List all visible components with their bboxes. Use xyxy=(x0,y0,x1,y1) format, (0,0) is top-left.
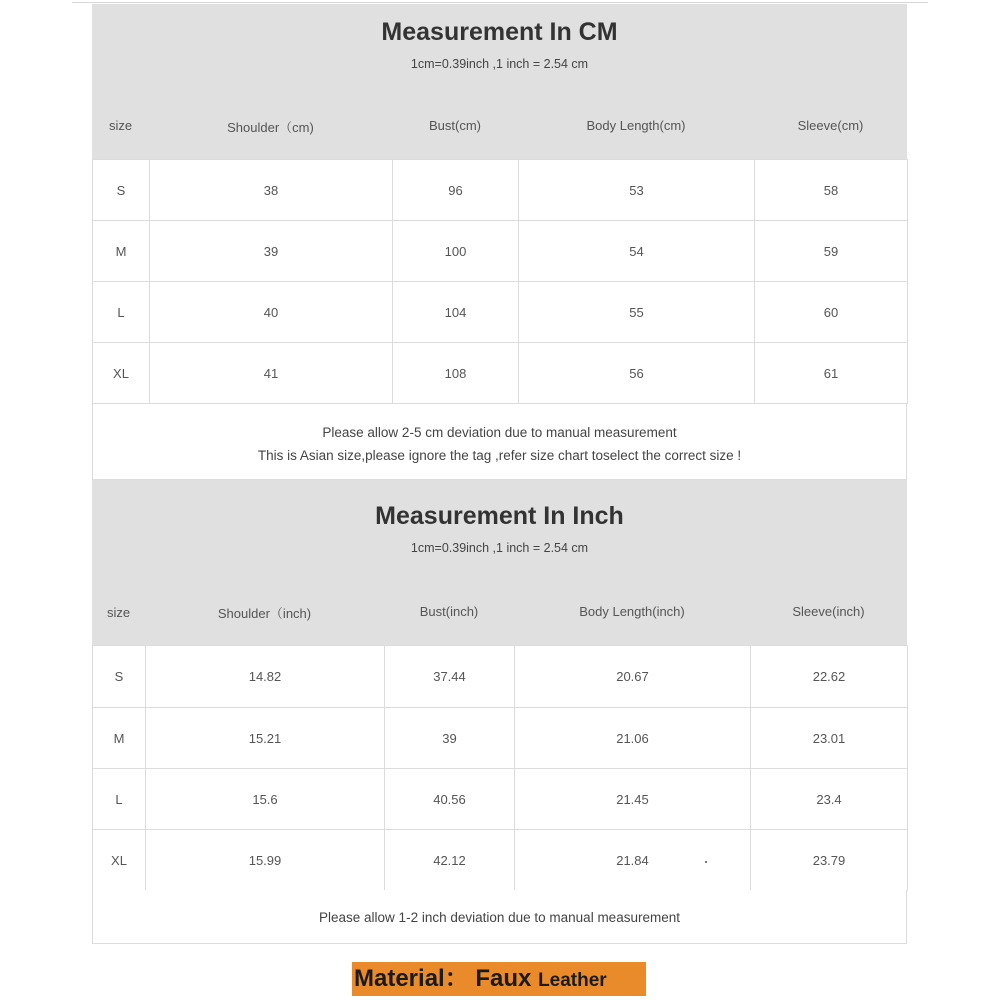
cm-size-table xyxy=(92,159,908,404)
inch-title: Measurement In Inch xyxy=(375,502,624,530)
inch-col-head-shoulder: Shoulder（inch) xyxy=(217,606,312,621)
body-length-cell: 53 xyxy=(519,160,755,221)
table-row xyxy=(93,282,908,343)
size-cell: L xyxy=(93,769,146,830)
sleeve-cell: 23.79 xyxy=(751,830,908,891)
table-row xyxy=(93,769,908,830)
stray-dot xyxy=(705,861,707,863)
shoulder-cell: 14.82 xyxy=(146,646,385,708)
cm-section xyxy=(92,4,907,480)
size-cell: M xyxy=(93,708,146,769)
shoulder-cell: 15.6 xyxy=(146,769,385,830)
bust-cell: 96 xyxy=(393,160,519,221)
inch-deviation-note: Please allow 1-2 inch deviation due to manual measurement xyxy=(319,910,680,925)
table-row xyxy=(93,646,908,708)
size-cell: L xyxy=(93,282,150,343)
bust-cell: 100 xyxy=(393,221,519,282)
size-cell: XL xyxy=(93,343,150,404)
body-length-cell: 54 xyxy=(519,221,755,282)
inch-deviation-notes xyxy=(92,890,907,944)
sleeve-cell: 23.01 xyxy=(751,708,908,769)
table-row xyxy=(93,708,908,769)
bust-cell: 104 xyxy=(393,282,519,343)
table-row xyxy=(93,830,908,891)
table-row xyxy=(93,160,908,221)
sleeve-cell: 60 xyxy=(755,282,908,343)
shoulder-cell: 39 xyxy=(150,221,393,282)
cm-col-head-sleeve: Sleeve(cm) xyxy=(797,118,864,133)
inch-col-head-size: size xyxy=(106,605,131,620)
cm-col-head-size: size xyxy=(108,118,133,133)
cm-title: Measurement In CM xyxy=(381,18,618,46)
shoulder-cell: 40 xyxy=(150,282,393,343)
sleeve-cell: 58 xyxy=(755,160,908,221)
table-row xyxy=(93,343,908,404)
cm-col-head-body-length: Body Length(cm) xyxy=(586,118,686,133)
body-length-cell: 21.06 xyxy=(515,708,751,769)
shoulder-cell: 15.99 xyxy=(146,830,385,891)
bust-cell: 40.56 xyxy=(385,769,515,830)
sleeve-cell: 22.62 xyxy=(751,646,908,708)
shoulder-cell: 38 xyxy=(150,160,393,221)
bust-cell: 39 xyxy=(385,708,515,769)
material-value-small: Leather xyxy=(538,970,607,991)
material-value-main: Faux xyxy=(475,965,532,992)
body-length-cell: 55 xyxy=(519,282,755,343)
top-divider xyxy=(72,2,928,3)
shoulder-cell: 41 xyxy=(150,343,393,404)
asian-size-note: This is Asian size,please ignore the tag ,refer size chart toselect the correct size ! xyxy=(257,448,742,463)
cm-col-head-bust: Bust(cm) xyxy=(429,118,481,133)
bust-cell: 108 xyxy=(393,343,519,404)
material-badge xyxy=(352,962,646,996)
cm-col-head-shoulder: Shoulder（cm) xyxy=(227,120,314,135)
body-length-cell: 21.84 xyxy=(515,830,751,891)
sleeve-cell: 61 xyxy=(755,343,908,404)
size-cell: XL xyxy=(93,830,146,891)
cm-deviation-notes xyxy=(92,404,907,480)
inch-conversion-note: 1cm=0.39inch ,1 inch = 2.54 cm xyxy=(410,541,589,555)
shoulder-cell: 15.21 xyxy=(146,708,385,769)
body-length-cell: 20.67 xyxy=(515,646,751,708)
cm-conversion-note: 1cm=0.39inch ,1 inch = 2.54 cm xyxy=(410,57,589,71)
bust-cell: 42.12 xyxy=(385,830,515,891)
inch-col-head-sleeve: Sleeve(inch) xyxy=(792,604,865,619)
size-cell: M xyxy=(93,221,150,282)
size-cell: S xyxy=(93,160,150,221)
inch-col-head-body-length: Body Length(inch) xyxy=(579,604,685,619)
inch-section xyxy=(92,480,907,944)
inch-size-table xyxy=(92,645,908,891)
material-label: Material： xyxy=(354,965,469,992)
sleeve-cell: 23.4 xyxy=(751,769,908,830)
body-length-cell: 56 xyxy=(519,343,755,404)
inch-col-head-bust: Bust(inch) xyxy=(419,604,479,619)
cm-header-block xyxy=(92,4,907,159)
table-row xyxy=(93,221,908,282)
body-length-cell: 21.45 xyxy=(515,769,751,830)
size-cell: S xyxy=(93,646,146,708)
bust-cell: 37.44 xyxy=(385,646,515,708)
sleeve-cell: 59 xyxy=(755,221,908,282)
inch-header-block xyxy=(92,480,907,645)
cm-deviation-note: Please allow 2-5 cm deviation due to manual measurement xyxy=(322,425,677,440)
